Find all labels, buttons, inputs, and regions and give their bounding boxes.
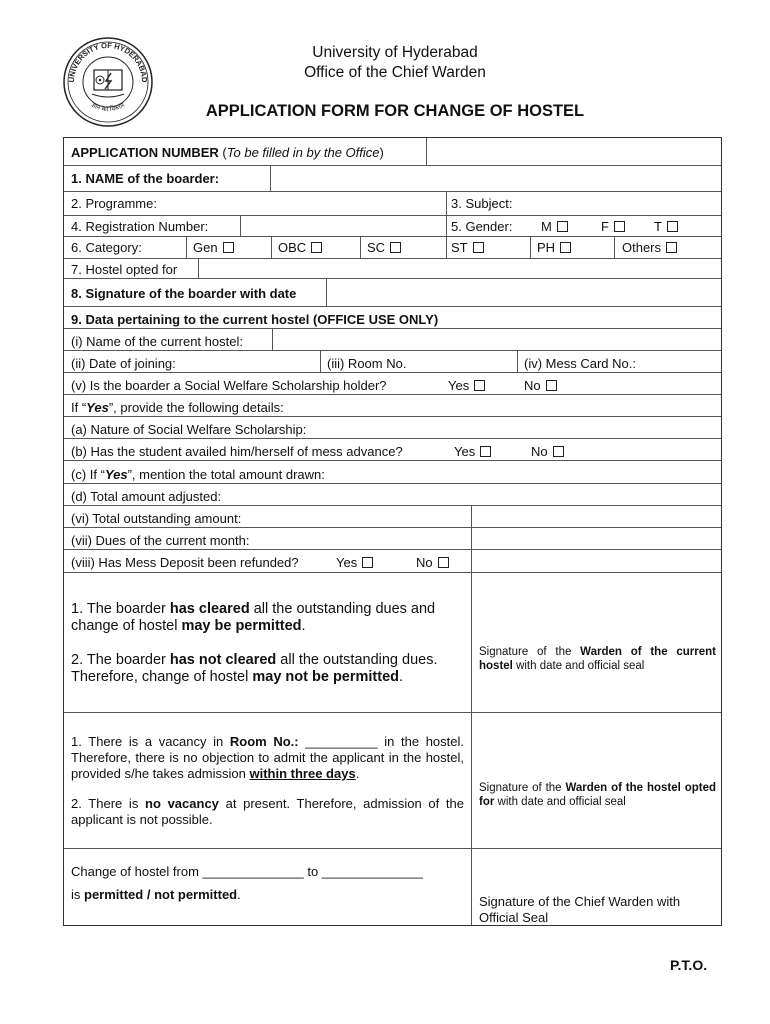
category-sc-option[interactable]: SC — [367, 241, 401, 254]
opted-warden-signature-label: Signature of the Warden of the hostel opted for with date and official seal — [479, 782, 716, 808]
mess-advance-yes-option[interactable]: Yes — [454, 445, 491, 458]
dues-not-cleared-statement: 2. The boarder has not cleared all the outstanding dues. Therefore, change of hostel may not be permitted. — [71, 652, 438, 685]
mess-card-label: (iv) Mess Card No.: — [524, 356, 636, 371]
category-sc-checkbox[interactable] — [390, 242, 401, 253]
category-ph-checkbox[interactable] — [560, 242, 571, 253]
gender-f-option[interactable]: F — [601, 220, 625, 233]
outstanding-amount-label: (vi) Total outstanding amount: — [71, 511, 242, 526]
deposit-yes-checkbox[interactable] — [362, 557, 373, 568]
room-no-label: (iii) Room No. — [327, 356, 407, 371]
gender-label: 5. Gender: — [451, 219, 513, 234]
change-hostel-line: Change of hostel from ______________ to ______________ — [71, 864, 424, 879]
permission-line: is permitted / not permitted. — [71, 887, 241, 902]
scholarship-question: (v) Is the boarder a Social Welfare Scholarship holder? — [71, 378, 387, 393]
page-turn-over: P.T.O. — [670, 957, 708, 973]
name-label: 1. NAME of the boarder: — [71, 171, 220, 186]
scholarship-yes-checkbox[interactable] — [474, 380, 485, 391]
date-joining-label: (ii) Date of joining: — [71, 356, 176, 371]
gender-t-option[interactable]: T — [654, 220, 678, 233]
mess-advance-question: (b) Has the student availed him/herself of mess advance? — [71, 444, 403, 459]
category-st-option[interactable]: ST — [451, 241, 484, 254]
amount-adjusted-label: (d) Total amount adjusted: — [71, 489, 222, 504]
current-hostel-label: (i) Name of the current hostel: — [71, 334, 243, 349]
category-label: 6. Category: — [71, 240, 142, 255]
deposit-no-option[interactable]: No — [416, 556, 449, 569]
logo-bottom-text: ज्ञान का विस्तार — [89, 100, 127, 114]
vacancy-statement: 1. There is a vacancy in Room No.: __________ in the hostel. Therefore, there is no objection to admit the applicant in the hostel, provided s/he takes admission within three days. — [71, 734, 464, 781]
scholarship-nature-label: (a) Nature of Social Welfare Scholarship: — [71, 422, 307, 437]
logo-top-text: UNIVERSITY OF HYDERABAD — [66, 40, 150, 83]
category-ph-option[interactable]: PH — [537, 241, 571, 254]
deposit-no-checkbox[interactable] — [438, 557, 449, 568]
category-gen-option[interactable]: Gen — [193, 241, 234, 254]
gender-m-option[interactable]: M — [541, 220, 568, 233]
application-number-label: APPLICATION NUMBER (To be filled in by the Office) — [71, 145, 384, 160]
subject-label: 3. Subject: — [451, 196, 513, 211]
mess-advance-no-checkbox[interactable] — [553, 446, 564, 457]
gender-f-checkbox[interactable] — [614, 221, 625, 232]
category-others-checkbox[interactable] — [666, 242, 677, 253]
category-obc-option[interactable]: OBC — [278, 241, 322, 254]
dues-cleared-statement: 1. The boarder has cleared all the outstanding dues and change of hostel may be permitted. — [71, 601, 436, 634]
programme-label: 2. Programme: — [71, 196, 157, 211]
mess-advance-yes-checkbox[interactable] — [480, 446, 491, 457]
gender-m-checkbox[interactable] — [557, 221, 568, 232]
category-obc-checkbox[interactable] — [311, 242, 322, 253]
amount-drawn-label: (c) If “Yes”, mention the total amount drawn: — [71, 467, 325, 482]
if-yes-instruction: If “Yes”, provide the following details: — [71, 400, 284, 415]
university-name: University of Hyderabad — [312, 44, 478, 61]
form-title: APPLICATION FORM FOR CHANGE OF HOSTEL — [205, 102, 585, 120]
current-warden-signature-label: Signature of the Warden of the current hostel with date and official seal — [479, 646, 716, 672]
application-form — [63, 137, 722, 926]
office-name: Office of the Chief Warden — [304, 64, 486, 81]
category-st-checkbox[interactable] — [473, 242, 484, 253]
signature-label: 8. Signature of the boarder with date — [71, 286, 297, 301]
category-gen-checkbox[interactable] — [223, 242, 234, 253]
no-vacancy-statement: 2. There is no vacancy at present. Therefore, admission of the applicant is not possible. — [71, 796, 464, 827]
scholarship-no-option[interactable]: No — [524, 379, 557, 392]
hostel-opted-label: 7. Hostel opted for — [71, 262, 178, 277]
mess-deposit-question: (viii) Has Mess Deposit been refunded? — [71, 555, 299, 570]
current-dues-label: (vii) Dues of the current month: — [71, 533, 250, 548]
scholarship-no-checkbox[interactable] — [546, 380, 557, 391]
section9-heading: 9. Data pertaining to the current hostel (OFFICE USE ONLY) — [71, 312, 439, 327]
deposit-yes-option[interactable]: Yes — [336, 556, 373, 569]
category-others-option[interactable]: Others — [622, 241, 677, 254]
registration-label: 4. Registration Number: — [71, 219, 209, 234]
mess-advance-no-option[interactable]: No — [531, 445, 564, 458]
scholarship-yes-option[interactable]: Yes — [448, 379, 485, 392]
gender-t-checkbox[interactable] — [667, 221, 678, 232]
chief-warden-signature-label: Signature of the Chief Warden with Official Seal — [479, 894, 681, 925]
